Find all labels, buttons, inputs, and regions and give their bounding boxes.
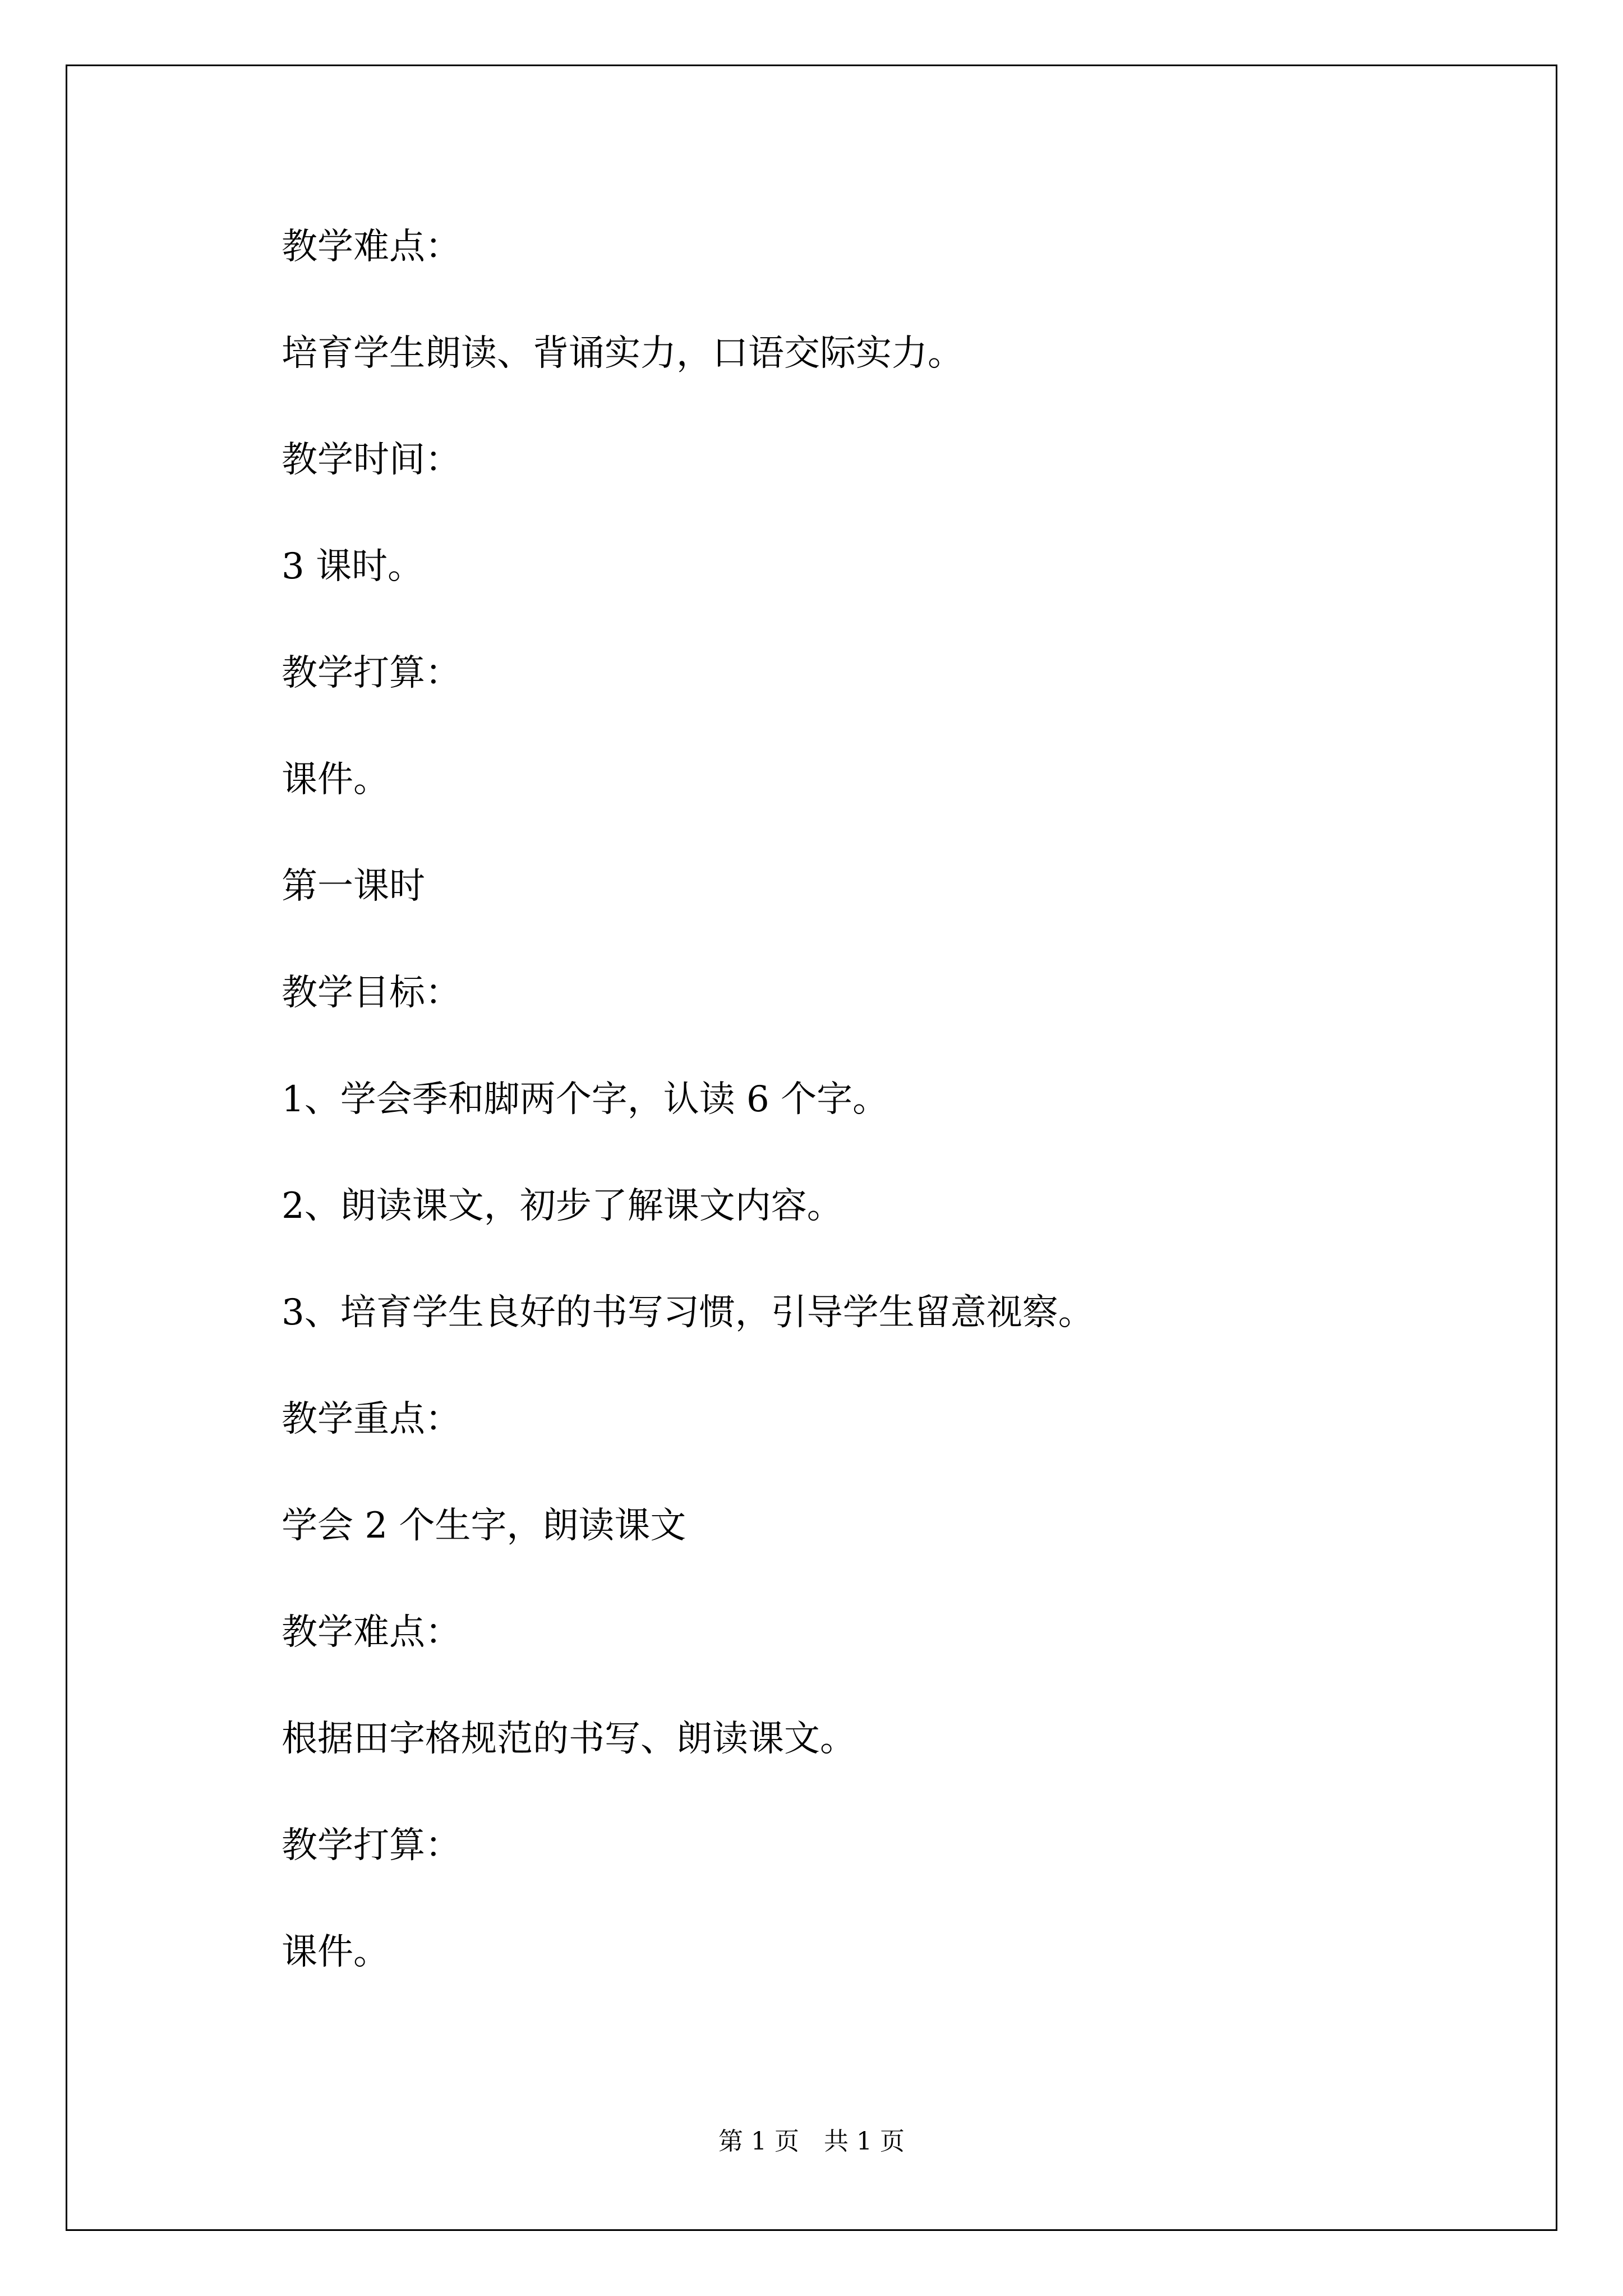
heading-difficulty: 教学难点： [282,1612,461,1653]
heading-time: 教学时间： [282,439,461,481]
paragraph-line: 根据田字格规范的书写、朗读课文。 [282,1718,856,1760]
page-footer: 第 1 页 共 1 页 [718,2127,905,2156]
heading-difficulty: 教学难点： [282,226,461,268]
page-border [66,65,1557,2231]
paragraph-line: 3 课时。 [282,546,424,587]
heading-key-points: 教学重点： [282,1398,461,1440]
list-item: 2、朗读课文，初步了解课文内容。 [282,1185,843,1227]
section-title: 第一课时 [282,866,425,907]
paragraph-line: 学会 2 个生字，朗读课文 [282,1505,686,1547]
list-item: 1、学会季和脚两个字，认读 6 个字。 [282,1079,889,1120]
paragraph-line: 课件。 [282,759,389,800]
list-item: 3、培育学生良好的书写习惯，引导学生留意视察。 [282,1292,1094,1333]
heading-preparation: 教学打算： [282,652,461,694]
heading-objectives: 教学目标： [282,972,461,1014]
paragraph-line: 培育学生朗读、背诵实力，口语交际实力。 [282,333,963,374]
paragraph-line: 课件。 [282,1931,389,1973]
heading-preparation: 教学打算： [282,1825,461,1866]
